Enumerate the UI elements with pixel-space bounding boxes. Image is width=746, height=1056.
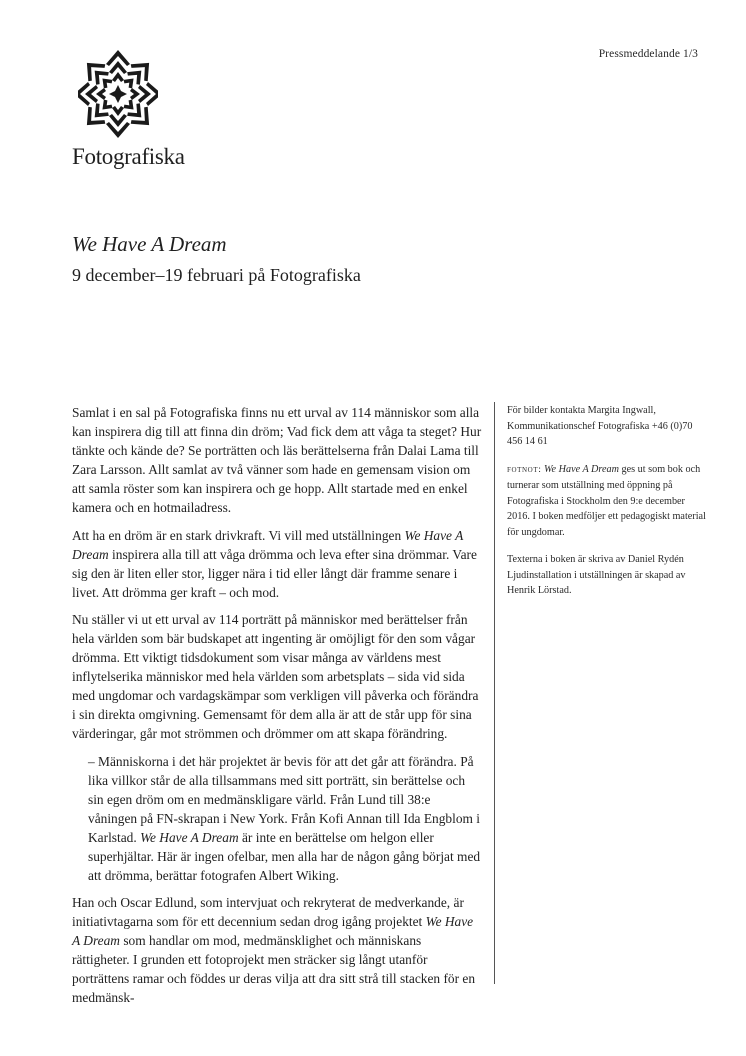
- paragraph-dream: Att ha en dröm är en stark drivkraft. Vi vill med utställningen We Have A Dream inspirera alla till att våga drömma och leva efter sina drömmar. Vare sig den är liten eller stor, ligger nära i tid eller långt där framme senare i livet. Att drömma ger kraft – och mod.: [72, 527, 477, 600]
- page-subtitle: 9 december–19 februari på Fotografiska: [72, 265, 361, 285]
- column-divider: [494, 402, 495, 984]
- page-label: Pressmeddelande 1/3: [598, 48, 698, 60]
- exhibition-title: We Have A Dream: [140, 829, 239, 845]
- footnote-label: fotnot:: [507, 464, 542, 475]
- main-body: [72, 403, 482, 1016]
- page-title: We Have A Dream: [72, 232, 227, 256]
- exhibition-title: We Have A Dream: [72, 914, 474, 948]
- paragraph-intro: Samlat i en sal på Fotografiska finns nu ett urval av 114 människor som alla kan inspirera dig till att finna din dröm; Vad fick dem att våga ta steget? Hur tänkte och kände de? Se porträtten och läs berättelserna från Dalai Lama till Zara Larsson. Allt samlat av två vänner som hade en gemensam vision om att samla röster som kan inspirera och ge hopp. Allt startade med en enkel kamera och en hotmailadress.: [72, 405, 482, 515]
- credits-note: Texterna i boken är skriva av Daniel Rydén Ljudinstallation i utställningen är skapad av Henrik Lörstad.: [507, 554, 686, 596]
- paragraph-quote: – Människorna i det här projektet är bevis för att det går att förändra. På lika villkor står de alla tillsammans med sitt porträtt, sin berättelse och sin egen dröm om en medmänskligare värld. Från Lund till 38:e våningen på FN-skrapan i New York. Från Kofi Annan till Ida Engblom i Karlstad. We Have A Dream är inte en berättelse om helgon eller superhjältar. Här är ingen ofelbar, men alla har de någon gång börjat med att drömma, berättar fotografen Albert Wiking.: [88, 753, 481, 883]
- footnote: fotnot: We Have A Dream ges ut som bok och turnerar som utställning med öppning på Fotografiska i Stockholm den 9:e december 2016. I boken medföljer ett pedagogiskt material för ungdomar.: [507, 463, 706, 538]
- contact-note: För bilder kontakta Margita Ingwall, Kommunikationschef Fotografiska +46 (0)70 456 14 61: [507, 405, 693, 447]
- brand-wordmark: Fotografiska: [72, 144, 185, 169]
- exhibition-title: We Have A Dream: [72, 527, 464, 562]
- paragraph-portraits: Nu ställer vi ut ett urval av 114 porträtt på människor med berättelser från hela världen som bär budskapet att ingenting är omöjligt för den som vågar drömma. Ett viktigt tidsdokument som visar många av världens mest inflytelserika människor med hela världen som arbetsplats – sida vid sida med ungdomar och vardagskämpar som verkligen vill påverka och förändra i sin direkta omgivning. Gemensamt för dem alla är att de står upp för sina värderingar, går mot strömmen och drömmer om att skapa förändring.: [72, 612, 479, 741]
- paragraph-founders: Han och Oscar Edlund, som intervjuat och rekryterat de medverkande, är initiativtagarna som för ett decennium sedan drog igång projektet We Have A Dream som handlar om mod, medmänsklighet och människans rättigheter. I grunden ett fotoprojekt men sträcker sig långt utanför porträttens ramar och föddes ur deras vilja att dra sitt strå till stacken för en medmänsk-: [72, 895, 476, 1005]
- fotografiska-star-icon: [78, 48, 158, 140]
- sidebar-notes: [507, 403, 707, 611]
